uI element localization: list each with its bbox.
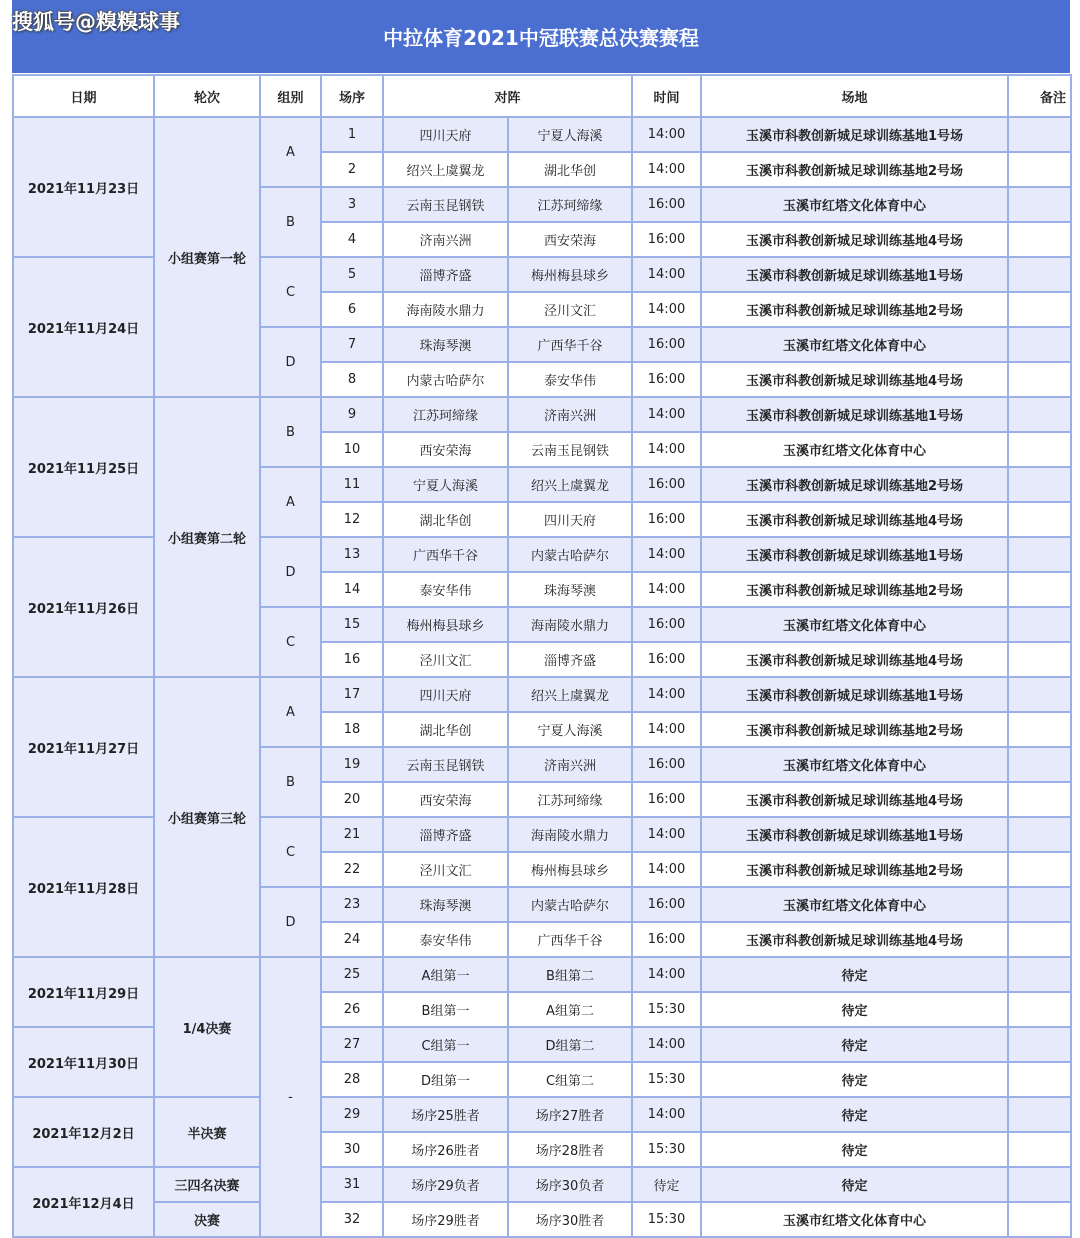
date-cell: 2021年11月29日	[13, 957, 154, 1027]
venue-cell: 玉溪市科教创新城足球训练基地4号场	[701, 222, 1008, 257]
away-team-cell: 宁夏人海溪	[508, 712, 632, 747]
away-team-cell: 淄博齐盛	[508, 642, 632, 677]
home-team-cell: 场序29负者	[383, 1167, 508, 1202]
round-cell: 小组赛第二轮	[154, 397, 260, 677]
venue-cell: 玉溪市红塔文化体育中心	[701, 432, 1008, 467]
venue-cell: 玉溪市科教创新城足球训练基地4号场	[701, 362, 1008, 397]
venue-cell: 玉溪市科教创新城足球训练基地2号场	[701, 852, 1008, 887]
note-cell	[1008, 1062, 1071, 1097]
away-team-cell: B组第二	[508, 957, 632, 992]
venue-cell: 玉溪市科教创新城足球训练基地2号场	[701, 572, 1008, 607]
seq-cell: 14	[321, 572, 383, 607]
away-team-cell: 宁夏人海溪	[508, 117, 632, 152]
header-note: 备注	[1008, 75, 1071, 117]
venue-cell: 玉溪市科教创新城足球训练基地1号场	[701, 537, 1008, 572]
note-cell	[1008, 467, 1071, 502]
home-team-cell: 宁夏人海溪	[383, 467, 508, 502]
venue-cell: 待定	[701, 1097, 1008, 1132]
seq-cell: 30	[321, 1132, 383, 1167]
away-team-cell: 梅州梅县球乡	[508, 257, 632, 292]
home-team-cell: C组第一	[383, 1027, 508, 1062]
note-cell	[1008, 817, 1071, 852]
venue-cell: 玉溪市科教创新城足球训练基地1号场	[701, 257, 1008, 292]
time-cell: 16:00	[632, 887, 701, 922]
note-cell	[1008, 152, 1071, 187]
table-row	[13, 1202, 1071, 1237]
away-team-cell: 广西华千谷	[508, 327, 632, 362]
venue-cell: 玉溪市科教创新城足球训练基地4号场	[701, 502, 1008, 537]
seq-cell: 11	[321, 467, 383, 502]
away-team-cell: 广西华千谷	[508, 922, 632, 957]
schedule-table	[12, 74, 1072, 1238]
note-cell	[1008, 992, 1071, 1027]
note-cell	[1008, 502, 1071, 537]
away-team-cell: 场序27胜者	[508, 1097, 632, 1132]
header-date: 日期	[13, 75, 154, 117]
away-team-cell: 泰安华伟	[508, 362, 632, 397]
home-team-cell: 四川天府	[383, 117, 508, 152]
time-cell: 16:00	[632, 747, 701, 782]
date-cell: 2021年11月27日	[13, 677, 154, 817]
seq-cell: 2	[321, 152, 383, 187]
time-cell: 14:00	[632, 1097, 701, 1132]
note-cell	[1008, 222, 1071, 257]
note-cell	[1008, 1202, 1071, 1237]
seq-cell: 29	[321, 1097, 383, 1132]
time-cell: 14:00	[632, 572, 701, 607]
time-cell: 16:00	[632, 362, 701, 397]
seq-cell: 8	[321, 362, 383, 397]
note-cell	[1008, 397, 1071, 432]
table-row	[13, 957, 1071, 992]
date-cell: 2021年11月24日	[13, 257, 154, 397]
date-cell: 2021年11月23日	[13, 117, 154, 257]
seq-cell: 20	[321, 782, 383, 817]
time-cell: 14:00	[632, 292, 701, 327]
venue-cell: 待定	[701, 1132, 1008, 1167]
home-team-cell: B组第一	[383, 992, 508, 1027]
note-cell	[1008, 1027, 1071, 1062]
seq-cell: 5	[321, 257, 383, 292]
venue-cell: 玉溪市科教创新城足球训练基地1号场	[701, 117, 1008, 152]
note-cell	[1008, 1132, 1071, 1167]
table-row	[13, 1167, 1071, 1202]
home-team-cell: 泰安华伟	[383, 572, 508, 607]
seq-cell: 4	[321, 222, 383, 257]
home-team-cell: 济南兴洲	[383, 222, 508, 257]
note-cell	[1008, 922, 1071, 957]
watermark: 搜狐号@糗糗球事	[12, 10, 180, 34]
time-cell: 16:00	[632, 187, 701, 222]
venue-cell: 玉溪市红塔文化体育中心	[701, 1202, 1008, 1237]
home-team-cell: 内蒙古哈萨尔	[383, 362, 508, 397]
seq-cell: 18	[321, 712, 383, 747]
note-cell	[1008, 747, 1071, 782]
seq-cell: 31	[321, 1167, 383, 1202]
venue-cell: 玉溪市科教创新城足球训练基地2号场	[701, 292, 1008, 327]
away-team-cell: 江苏珂缔缘	[508, 782, 632, 817]
home-team-cell: 淄博齐盛	[383, 257, 508, 292]
time-cell: 14:00	[632, 712, 701, 747]
away-team-cell: 江苏珂缔缘	[508, 187, 632, 222]
time-cell: 15:30	[632, 1062, 701, 1097]
home-team-cell: 淄博齐盛	[383, 817, 508, 852]
venue-cell: 玉溪市红塔文化体育中心	[701, 187, 1008, 222]
away-team-cell: 场序28胜者	[508, 1132, 632, 1167]
venue-cell: 玉溪市科教创新城足球训练基地1号场	[701, 677, 1008, 712]
away-team-cell: 四川天府	[508, 502, 632, 537]
home-team-cell: A组第一	[383, 957, 508, 992]
venue-cell: 待定	[701, 992, 1008, 1027]
group-cell: A	[260, 467, 321, 537]
time-cell: 14:00	[632, 957, 701, 992]
time-cell: 16:00	[632, 782, 701, 817]
away-team-cell: 场序30胜者	[508, 1202, 632, 1237]
home-team-cell: 西安荣海	[383, 432, 508, 467]
home-team-cell: 泾川文汇	[383, 642, 508, 677]
seq-cell: 9	[321, 397, 383, 432]
note-cell	[1008, 782, 1071, 817]
seq-cell: 22	[321, 852, 383, 887]
time-cell: 16:00	[632, 467, 701, 502]
date-cell: 2021年11月28日	[13, 817, 154, 957]
round-cell: 三四名决赛	[154, 1167, 260, 1202]
time-cell: 16:00	[632, 222, 701, 257]
away-team-cell: 海南陵水鼎力	[508, 817, 632, 852]
seq-cell: 28	[321, 1062, 383, 1097]
note-cell	[1008, 1097, 1071, 1132]
home-team-cell: D组第一	[383, 1062, 508, 1097]
home-team-cell: 珠海琴澳	[383, 327, 508, 362]
time-cell: 14:00	[632, 537, 701, 572]
group-cell: -	[260, 957, 321, 1237]
table-row	[13, 1097, 1071, 1132]
time-cell: 14:00	[632, 432, 701, 467]
group-cell: B	[260, 187, 321, 257]
venue-cell: 待定	[701, 1027, 1008, 1062]
note-cell	[1008, 642, 1071, 677]
group-cell: C	[260, 607, 321, 677]
home-team-cell: 绍兴上虞翼龙	[383, 152, 508, 187]
home-team-cell: 场序25胜者	[383, 1097, 508, 1132]
time-cell: 16:00	[632, 327, 701, 362]
seq-cell: 10	[321, 432, 383, 467]
round-cell: 小组赛第一轮	[154, 117, 260, 397]
note-cell	[1008, 572, 1071, 607]
note-cell	[1008, 712, 1071, 747]
note-cell	[1008, 292, 1071, 327]
home-team-cell: 梅州梅县球乡	[383, 607, 508, 642]
time-cell: 15:30	[632, 992, 701, 1027]
time-cell: 16:00	[632, 607, 701, 642]
venue-cell: 玉溪市红塔文化体育中心	[701, 607, 1008, 642]
home-team-cell: 泾川文汇	[383, 852, 508, 887]
seq-cell: 17	[321, 677, 383, 712]
table-row	[13, 677, 1071, 712]
group-cell: C	[260, 257, 321, 327]
seq-cell: 23	[321, 887, 383, 922]
time-cell: 15:30	[632, 1202, 701, 1237]
table-row	[13, 397, 1071, 432]
note-cell	[1008, 187, 1071, 222]
round-cell: 半决赛	[154, 1097, 260, 1167]
date-cell: 2021年12月4日	[13, 1167, 154, 1237]
venue-cell: 待定	[701, 957, 1008, 992]
date-cell: 2021年12月2日	[13, 1097, 154, 1167]
header-time: 时间	[632, 75, 701, 117]
away-team-cell: 梅州梅县球乡	[508, 852, 632, 887]
venue-cell: 玉溪市科教创新城足球训练基地2号场	[701, 152, 1008, 187]
away-team-cell: 云南玉昆钢铁	[508, 432, 632, 467]
header-venue: 场地	[701, 75, 1008, 117]
round-cell: 小组赛第三轮	[154, 677, 260, 957]
home-team-cell: 西安荣海	[383, 782, 508, 817]
date-cell: 2021年11月30日	[13, 1027, 154, 1097]
venue-cell: 玉溪市科教创新城足球训练基地2号场	[701, 712, 1008, 747]
date-cell: 2021年11月26日	[13, 537, 154, 677]
home-team-cell: 湖北华创	[383, 502, 508, 537]
home-team-cell: 四川天府	[383, 677, 508, 712]
seq-cell: 25	[321, 957, 383, 992]
time-cell: 14:00	[632, 817, 701, 852]
table-row	[13, 117, 1071, 152]
note-cell	[1008, 327, 1071, 362]
group-cell: D	[260, 327, 321, 397]
home-team-cell: 广西华千谷	[383, 537, 508, 572]
away-team-cell: 内蒙古哈萨尔	[508, 887, 632, 922]
note-cell	[1008, 432, 1071, 467]
venue-cell: 玉溪市科教创新城足球训练基地4号场	[701, 782, 1008, 817]
group-cell: C	[260, 817, 321, 887]
home-team-cell: 场序29胜者	[383, 1202, 508, 1237]
seq-cell: 19	[321, 747, 383, 782]
header-round: 轮次	[154, 75, 260, 117]
note-cell	[1008, 1167, 1071, 1202]
venue-cell: 玉溪市科教创新城足球训练基地4号场	[701, 922, 1008, 957]
group-cell: B	[260, 747, 321, 817]
away-team-cell: 内蒙古哈萨尔	[508, 537, 632, 572]
away-team-cell: 泾川文汇	[508, 292, 632, 327]
group-cell: D	[260, 887, 321, 957]
away-team-cell: 绍兴上虞翼龙	[508, 467, 632, 502]
note-cell	[1008, 607, 1071, 642]
seq-cell: 15	[321, 607, 383, 642]
schedule-body	[13, 117, 1071, 1237]
note-cell	[1008, 117, 1071, 152]
round-cell: 1/4决赛	[154, 957, 260, 1097]
group-cell: A	[260, 677, 321, 747]
time-cell: 14:00	[632, 677, 701, 712]
seq-cell: 7	[321, 327, 383, 362]
venue-cell: 待定	[701, 1062, 1008, 1097]
group-cell: B	[260, 397, 321, 467]
note-cell	[1008, 537, 1071, 572]
round-cell: 决赛	[154, 1202, 260, 1237]
seq-cell: 27	[321, 1027, 383, 1062]
time-cell: 14:00	[632, 852, 701, 887]
home-team-cell: 江苏珂缔缘	[383, 397, 508, 432]
group-cell: D	[260, 537, 321, 607]
seq-cell: 13	[321, 537, 383, 572]
time-cell: 14:00	[632, 117, 701, 152]
note-cell	[1008, 677, 1071, 712]
venue-cell: 玉溪市科教创新城足球训练基地1号场	[701, 397, 1008, 432]
away-team-cell: 湖北华创	[508, 152, 632, 187]
seq-cell: 6	[321, 292, 383, 327]
time-cell: 16:00	[632, 642, 701, 677]
note-cell	[1008, 957, 1071, 992]
header-match: 对阵	[383, 75, 632, 117]
header-seq: 场序	[321, 75, 383, 117]
away-team-cell: 西安荣海	[508, 222, 632, 257]
note-cell	[1008, 852, 1071, 887]
seq-cell: 32	[321, 1202, 383, 1237]
home-team-cell: 云南玉昆钢铁	[383, 747, 508, 782]
seq-cell: 26	[321, 992, 383, 1027]
away-team-cell: 珠海琴澳	[508, 572, 632, 607]
time-cell: 14:00	[632, 1027, 701, 1062]
venue-cell: 玉溪市科教创新城足球训练基地4号场	[701, 642, 1008, 677]
seq-cell: 24	[321, 922, 383, 957]
home-team-cell: 海南陵水鼎力	[383, 292, 508, 327]
away-team-cell: 海南陵水鼎力	[508, 607, 632, 642]
venue-cell: 玉溪市红塔文化体育中心	[701, 327, 1008, 362]
time-cell: 14:00	[632, 152, 701, 187]
venue-cell: 待定	[701, 1167, 1008, 1202]
away-team-cell: 济南兴洲	[508, 397, 632, 432]
seq-cell: 21	[321, 817, 383, 852]
time-cell: 14:00	[632, 397, 701, 432]
seq-cell: 3	[321, 187, 383, 222]
seq-cell: 12	[321, 502, 383, 537]
venue-cell: 玉溪市科教创新城足球训练基地1号场	[701, 817, 1008, 852]
time-cell: 14:00	[632, 257, 701, 292]
venue-cell: 玉溪市红塔文化体育中心	[701, 887, 1008, 922]
time-cell: 16:00	[632, 922, 701, 957]
home-team-cell: 泰安华伟	[383, 922, 508, 957]
seq-cell: 16	[321, 642, 383, 677]
away-team-cell: A组第二	[508, 992, 632, 1027]
page-title: 中拉体育2021中冠联赛总决赛赛程	[383, 26, 699, 50]
away-team-cell: C组第二	[508, 1062, 632, 1097]
venue-cell: 玉溪市红塔文化体育中心	[701, 747, 1008, 782]
time-cell: 待定	[632, 1167, 701, 1202]
time-cell: 16:00	[632, 502, 701, 537]
home-team-cell: 场序26胜者	[383, 1132, 508, 1167]
time-cell: 15:30	[632, 1132, 701, 1167]
note-cell	[1008, 887, 1071, 922]
away-team-cell: 济南兴洲	[508, 747, 632, 782]
away-team-cell: 场序30负者	[508, 1167, 632, 1202]
group-cell: A	[260, 117, 321, 187]
date-cell: 2021年11月25日	[13, 397, 154, 537]
home-team-cell: 珠海琴澳	[383, 887, 508, 922]
note-cell	[1008, 257, 1071, 292]
venue-cell: 玉溪市科教创新城足球训练基地2号场	[701, 467, 1008, 502]
home-team-cell: 云南玉昆钢铁	[383, 187, 508, 222]
away-team-cell: 绍兴上虞翼龙	[508, 677, 632, 712]
home-team-cell: 湖北华创	[383, 712, 508, 747]
header-group: 组别	[260, 75, 321, 117]
note-cell	[1008, 362, 1071, 397]
away-team-cell: D组第二	[508, 1027, 632, 1062]
seq-cell: 1	[321, 117, 383, 152]
header-row	[13, 75, 1071, 117]
